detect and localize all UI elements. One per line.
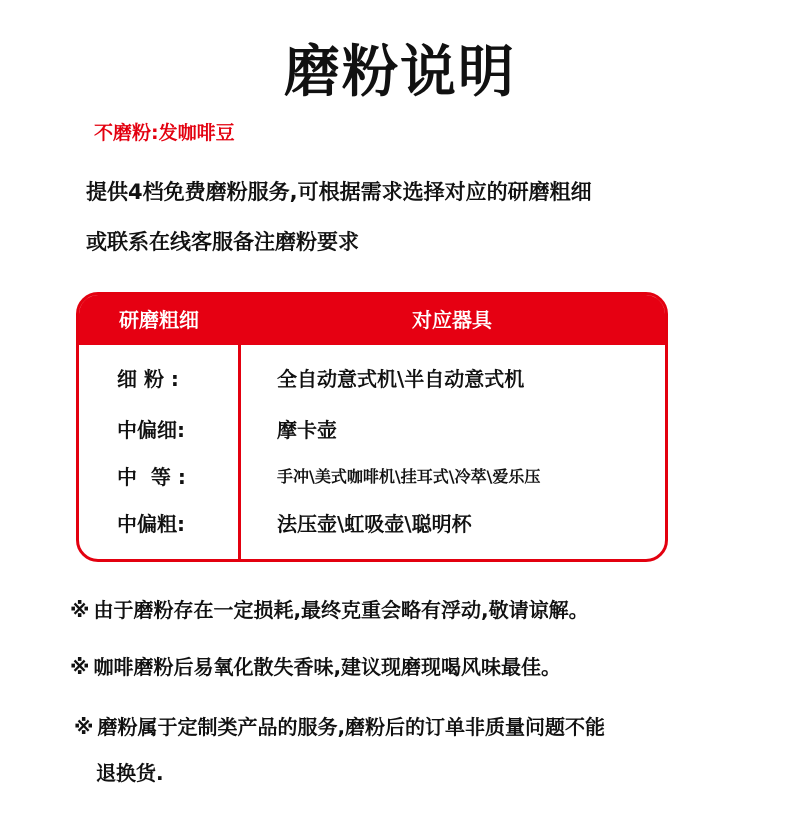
notice-oxidation [70,651,561,680]
table-row [79,502,665,546]
reference-mark-icon: ※ [74,715,94,739]
page-title: 磨粉说明 [284,40,516,105]
reference-mark-icon: ※ [70,598,90,622]
table-row [79,357,665,401]
notice-weight-loss [70,594,589,623]
intro-line-1: 提供4档免费磨粉服务,可根据需求选择对应的研磨粗细 [86,180,592,204]
table-header [79,295,665,345]
equipment-list: 法压壶\虹吸壶\聪明杯 [277,512,472,536]
grind-size-table [76,292,668,562]
header-grind-size: 研磨粗细 [119,308,199,332]
notice-text: 磨粉属于定制类产品的服务,磨粉后的订单非质量问题不能 [97,715,606,739]
table-row [79,455,665,499]
reference-mark-icon: ※ [70,655,90,679]
table-row [79,408,665,452]
equipment-list: 摩卡壶 [277,418,337,442]
equipment-list: 手冲\美式咖啡机\挂耳式\冷萃\爱乐压 [277,467,541,486]
grind-level: 中偏细: [117,418,185,442]
notice-no-return [74,711,605,740]
grind-level: 中 等 : [117,465,186,489]
intro-line-2: 或联系在线客服备注磨粉要求 [86,230,359,254]
grind-level: 细 粉 : [117,367,179,391]
notice-text: 由于磨粉存在一定损耗,最终克重会略有浮动,敬请谅解。 [93,598,589,622]
grind-level: 中偏粗: [117,512,185,536]
header-equipment: 对应器具 [412,308,492,332]
notice-text: 咖啡磨粉后易氧化散失香味,建议现磨现喝风味最佳。 [93,655,562,679]
notice-no-return-continuation: 退换货. [96,761,164,785]
no-grind-note: 不磨粉:发咖啡豆 [94,122,235,144]
equipment-list: 全自动意式机\半自动意式机 [277,367,525,391]
